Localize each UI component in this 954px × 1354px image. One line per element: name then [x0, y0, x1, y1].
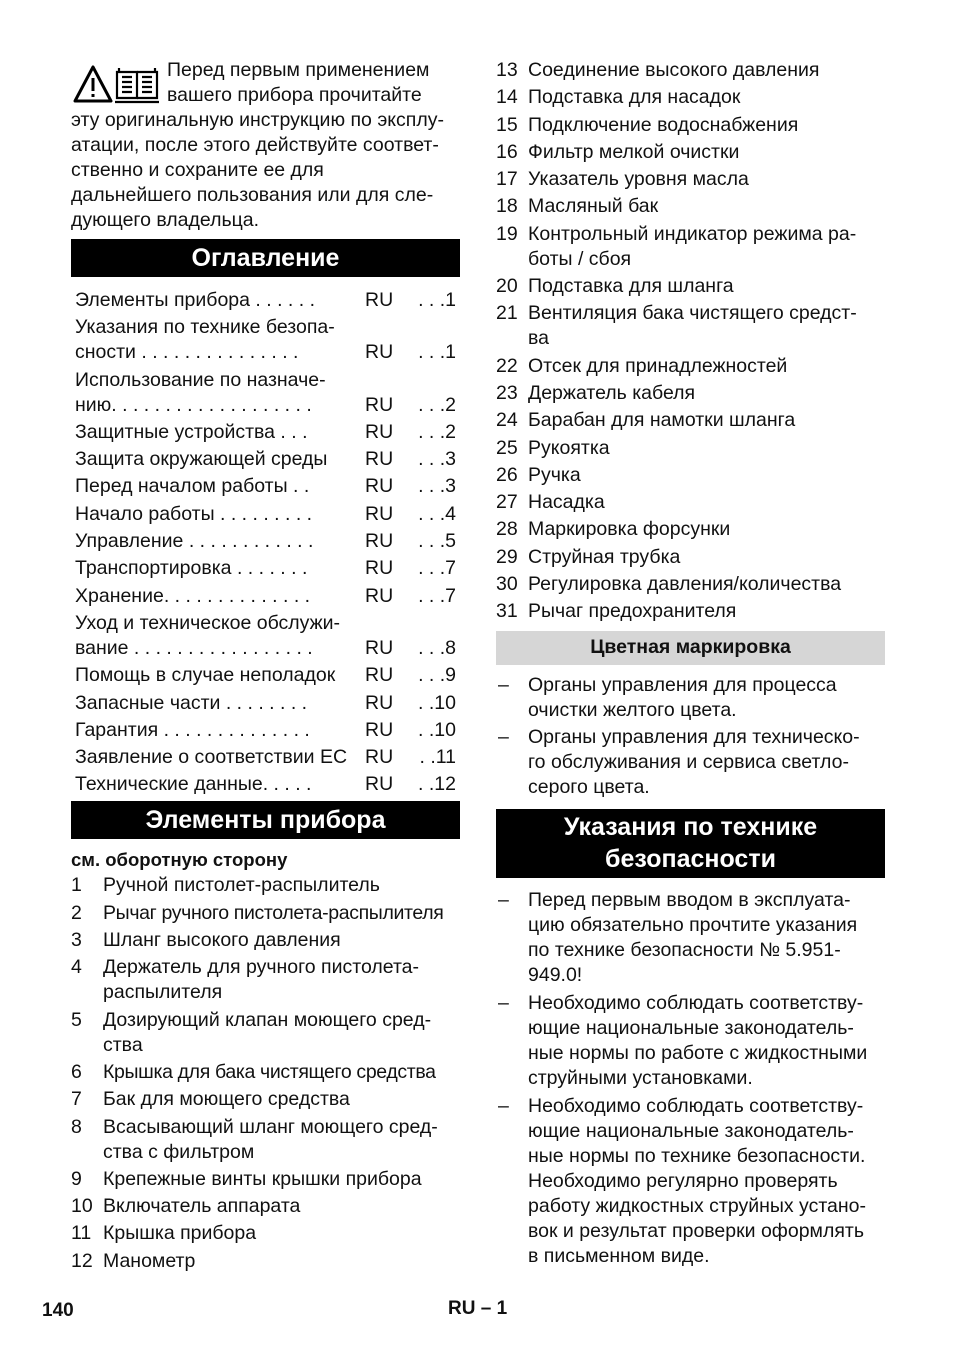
footer-language-page — [448, 1296, 507, 1321]
toc-entry[interactable] — [75, 772, 460, 797]
toc-entry-page: . .10 — [418, 718, 456, 741]
toc-entry-page: . . .4 — [418, 502, 456, 525]
toc-entry-lang: RU — [365, 773, 394, 796]
item-text: по технике безопасности № 5.951- — [528, 939, 841, 962]
toc-entry-title: Управление . . . . . . . . . . . . — [75, 530, 314, 553]
page-number: 140 — [42, 1300, 74, 1321]
dash-bullet: – — [498, 674, 509, 697]
list-item — [496, 222, 885, 272]
item-text: Дозирующий клапан моющего сред- — [103, 1008, 432, 1031]
list-item — [496, 167, 885, 192]
item-text: Контрольный индикатор режима ра- — [528, 222, 857, 245]
item-number: 8 — [71, 1115, 82, 1138]
toc-entry-lang: RU — [365, 393, 394, 416]
toc-entry[interactable] — [75, 474, 460, 499]
toc-entry-title: Использование по назначе- — [75, 368, 326, 391]
left-column — [71, 58, 460, 1276]
item-text: боты / сбоя — [528, 247, 632, 270]
toc-entry-lang: RU — [365, 341, 394, 364]
item-text: работу жидкостных струйных устано- — [528, 1195, 866, 1218]
item-number: 19 — [496, 222, 518, 245]
toc-entry[interactable] — [75, 584, 460, 609]
item-number: 26 — [496, 463, 518, 486]
item-number: 27 — [496, 491, 518, 514]
footer-section-page: 1 — [496, 1298, 508, 1319]
toc-entry[interactable] — [75, 556, 460, 581]
list-item — [496, 194, 885, 219]
item-text: вок и результат проверки оформлять — [528, 1220, 864, 1243]
list-item — [496, 517, 885, 542]
elements-subtitle: см. оборотную сторону — [71, 849, 288, 871]
toc-entry-page: . . .2 — [418, 420, 456, 443]
item-text: Держатель кабеля — [528, 381, 696, 404]
dash-bullet: – — [498, 726, 509, 749]
intro-notice — [71, 58, 460, 233]
list-item — [71, 1008, 460, 1058]
toc-entry[interactable] — [75, 315, 460, 365]
item-number: 25 — [496, 436, 518, 459]
toc-entry-lang: RU — [365, 420, 394, 443]
toc-entry-page: . . .1 — [418, 341, 456, 364]
list-item — [71, 955, 460, 1005]
list-item — [496, 673, 885, 723]
list-item — [496, 408, 885, 433]
item-text: Включатель аппарата — [103, 1195, 301, 1218]
warning-manual-icons — [73, 64, 161, 104]
item-number: 14 — [496, 86, 518, 109]
list-item — [496, 436, 885, 461]
item-text: Регулировка давления/количества — [528, 573, 842, 596]
toc-entry-page: . . .3 — [418, 475, 456, 498]
elements-list-right — [496, 58, 885, 624]
item-number: 11 — [71, 1222, 92, 1245]
list-item — [496, 113, 885, 138]
list-item — [496, 463, 885, 488]
item-text: ва — [528, 327, 549, 350]
toc-entry-lang: RU — [365, 530, 394, 553]
toc-entry-page: . . .5 — [418, 530, 456, 553]
item-number: 4 — [71, 956, 82, 979]
toc-entry[interactable] — [75, 611, 460, 661]
item-text: Барабан для намотки шланга — [528, 409, 796, 432]
toc-entry-title: Элементы прибора . . . . . . — [75, 289, 315, 311]
item-text: Ручка — [528, 463, 581, 486]
safety-heading — [496, 809, 885, 878]
list-item — [71, 1167, 460, 1192]
item-text: серого цвета. — [528, 776, 650, 799]
list-item — [71, 928, 460, 953]
list-item — [496, 1094, 885, 1269]
item-text: Всасывающий шланг моющего сред- — [103, 1115, 438, 1138]
item-number: 28 — [496, 518, 518, 541]
toc-entry[interactable] — [75, 502, 460, 527]
dash-bullet: – — [498, 1095, 509, 1118]
item-text: ющие национальные законодатель- — [528, 1017, 854, 1040]
list-item — [496, 274, 885, 299]
manual-book-icon — [115, 68, 159, 102]
intro-line: вашего прибора прочитайте — [167, 84, 422, 106]
item-text: Держатель для ручного пистолета- — [103, 956, 420, 979]
table-of-contents — [71, 288, 460, 797]
toc-entry-title: Защита окружающей среды — [75, 448, 328, 471]
list-item — [71, 1060, 460, 1085]
toc-entry[interactable] — [75, 368, 460, 418]
toc-entry-title: Заявление о соответствии ЕС — [75, 746, 348, 769]
list-item — [71, 1087, 460, 1112]
toc-entry-title: Помощь в случае неполадок — [75, 664, 336, 687]
item-number: 10 — [71, 1195, 93, 1218]
toc-entry[interactable] — [75, 447, 460, 472]
item-text: струйными установками. — [528, 1067, 753, 1090]
toc-entry-title: Технические данные. . . . . — [75, 773, 312, 796]
dash-bullet: – — [498, 992, 509, 1015]
item-number: 21 — [496, 302, 518, 325]
list-item — [496, 599, 885, 624]
toc-entry-title: Уход и техническое обслужи- — [75, 611, 341, 634]
item-number: 16 — [496, 140, 518, 163]
list-item — [496, 85, 885, 110]
toc-entry-page: . .11 — [419, 746, 456, 769]
safety-heading-line: Указания по технике — [563, 813, 818, 842]
item-text: Соединение высокого давления — [528, 59, 820, 81]
toc-entry-title: вание . . . . . . . . . . . . . . . . . — [75, 636, 313, 659]
list-item — [496, 490, 885, 515]
toc-entry-title: Транспортировка . . . . . . . — [75, 557, 308, 580]
intro-line: ственно и сохраните ее для — [71, 159, 324, 181]
item-text: ства — [103, 1033, 143, 1056]
item-number: 13 — [496, 59, 518, 81]
color-marking-heading: Цветная маркировка — [496, 631, 885, 665]
list-item — [496, 725, 885, 800]
toc-entry-title: Хранение. . . . . . . . . . . . . . — [75, 584, 311, 607]
toc-entry[interactable] — [75, 718, 460, 743]
toc-entry-lang: RU — [365, 584, 394, 607]
item-text: Перед первым вводом в эксплуата- — [528, 889, 851, 912]
toc-entry[interactable] — [75, 663, 460, 688]
toc-entry-title: Защитные устройства . . . — [75, 420, 308, 443]
toc-entry-title: сности . . . . . . . . . . . . . . . — [75, 341, 299, 364]
item-text: Вентиляция бака чистящего средст- — [528, 302, 857, 325]
toc-entry-title: Гарантия . . . . . . . . . . . . . . — [75, 718, 310, 741]
toc-entry-page: . . .2 — [418, 393, 456, 416]
toc-entry-title: Перед началом работы . . — [75, 475, 310, 498]
item-text: Манометр — [103, 1249, 196, 1272]
item-number: 31 — [496, 600, 518, 623]
item-number: 17 — [496, 168, 518, 191]
list-item — [71, 873, 460, 898]
list-item — [496, 545, 885, 570]
toc-entry-lang: RU — [365, 718, 394, 741]
footer-language: RU — [448, 1298, 476, 1319]
item-number: 6 — [71, 1060, 82, 1083]
list-item — [496, 354, 885, 379]
item-text: ные нормы по технике безопасности. — [528, 1145, 866, 1168]
toc-entry[interactable] — [75, 529, 460, 554]
item-number: 22 — [496, 354, 518, 377]
item-number: 7 — [71, 1088, 82, 1111]
toc-entry-lang: RU — [365, 664, 394, 687]
list-item — [71, 1249, 460, 1274]
item-text: Органы управления для техническо- — [528, 726, 860, 749]
item-number: 3 — [71, 929, 82, 952]
item-text: ные нормы по работе с жидкостными — [528, 1042, 868, 1065]
toc-entry-page: . . .7 — [418, 557, 456, 580]
toc-entry-lang: RU — [365, 636, 394, 659]
intro-line: дальнейшего пользования или для сле- — [71, 184, 434, 206]
item-text: Маркировка форсунки — [528, 518, 731, 541]
item-text: распылителя — [103, 981, 223, 1004]
item-text: цию обязательно прочтите указания — [528, 914, 858, 937]
list-item — [496, 991, 885, 1091]
item-text: Необходимо соблюдать соответству- — [528, 1095, 864, 1118]
item-text: Рычаг ручного пистолета-распылителя — [103, 901, 444, 924]
toc-entry-title: Начало работы . . . . . . . . . — [75, 502, 313, 525]
item-text: Крышка для бака чистящего средства — [103, 1060, 436, 1083]
item-text: очистки желтого цвета. — [528, 699, 737, 722]
toc-entry-lang: RU — [365, 557, 394, 580]
item-text: Необходимо регулярно проверять — [528, 1170, 838, 1193]
toc-entry-page: . . .8 — [418, 636, 456, 659]
item-text: Крышка прибора — [103, 1222, 257, 1245]
item-text: Рукоятка — [528, 436, 610, 459]
toc-entry[interactable] — [75, 745, 460, 770]
toc-heading: Оглавление — [71, 239, 460, 277]
item-number: 29 — [496, 545, 518, 568]
elements-list-left — [71, 873, 460, 1273]
item-text: Подставка для шланга — [528, 275, 734, 298]
item-number: 12 — [71, 1249, 93, 1272]
item-text: Шланг высокого давления — [103, 929, 341, 952]
item-text: Необходимо соблюдать соответству- — [528, 992, 864, 1015]
item-text: в письменном виде. — [528, 1245, 710, 1268]
item-number: 15 — [496, 113, 518, 136]
item-number: 23 — [496, 381, 518, 404]
item-number: 1 — [71, 874, 82, 897]
intro-line: дующего владельца. — [71, 209, 260, 231]
right-column — [496, 58, 885, 1269]
item-text: Подключение водоснабжения — [528, 113, 799, 136]
toc-entry-title: Запасные части . . . . . . . . — [75, 691, 308, 714]
dash-bullet: – — [498, 889, 509, 912]
intro-line: Перед первым применением — [167, 59, 430, 81]
item-text: Ручной пистолет-распылитель — [103, 874, 380, 897]
safety-heading-line: безопасности — [605, 845, 776, 874]
item-text: Указатель уровня масла — [528, 168, 749, 191]
toc-entry-title: Указания по технике безопа- — [75, 316, 335, 339]
item-number: 2 — [71, 901, 82, 924]
intro-line: эту оригинальную инструкцию по эксплу- — [71, 109, 444, 131]
item-text: го обслуживания и сервиса светло- — [528, 751, 849, 774]
toc-entry-page: . . .9 — [418, 664, 456, 687]
item-number: 30 — [496, 573, 518, 596]
toc-entry[interactable] — [75, 420, 460, 445]
toc-entry-lang: RU — [365, 691, 394, 714]
list-item — [496, 572, 885, 597]
footer-dash: – — [480, 1298, 492, 1319]
list-item — [496, 140, 885, 165]
list-item — [496, 381, 885, 406]
item-text: Насадка — [528, 491, 605, 514]
toc-entry-page: . .12 — [418, 773, 456, 796]
toc-entry-lang: RU — [365, 448, 394, 471]
item-text: 949.0! — [528, 964, 583, 987]
item-text: Масляный бак — [528, 195, 659, 218]
elements-heading: Элементы прибора — [71, 801, 460, 839]
toc-entry-page: . .10 — [418, 691, 456, 714]
toc-entry-lang: RU — [365, 502, 394, 525]
color-marking-list — [496, 673, 885, 800]
intro-line: атации, после этого действуйте соответ- — [71, 134, 439, 156]
item-text: Фильтр мелкой очистки — [528, 140, 740, 163]
item-text: Отсек для принадлежностей — [528, 354, 788, 377]
list-item — [496, 888, 885, 988]
item-number: 20 — [496, 275, 518, 298]
item-number: 18 — [496, 195, 518, 218]
item-text: Бак для моющего средства — [103, 1088, 350, 1111]
list-item — [496, 301, 885, 351]
toc-entry[interactable] — [75, 288, 460, 313]
item-text: Подставка для насадок — [528, 86, 741, 109]
item-text: ющие национальные законодатель- — [528, 1120, 854, 1143]
toc-entry-title: нию. . . . . . . . . . . . . . . . . . . — [75, 393, 312, 416]
item-number: 24 — [496, 409, 518, 432]
list-item — [71, 901, 460, 926]
warning-triangle-icon — [75, 67, 111, 101]
list-item — [496, 58, 885, 83]
safety-list — [496, 888, 885, 1269]
item-text: Крепежные винты крышки прибора — [103, 1167, 422, 1190]
list-item — [71, 1221, 460, 1246]
list-item — [71, 1194, 460, 1219]
toc-entry-lang: RU — [365, 475, 394, 498]
item-text: Рычаг предохранителя — [528, 600, 737, 623]
toc-entry-page: . . .3 — [418, 448, 456, 471]
item-number: 9 — [71, 1167, 82, 1190]
item-text: ства с фильтром — [103, 1140, 255, 1163]
item-text: Органы управления для процесса — [528, 674, 837, 697]
toc-entry-lang: RU — [365, 289, 394, 311]
item-text: Струйная трубка — [528, 545, 681, 568]
list-item — [71, 1115, 460, 1165]
toc-entry-page: . . .7 — [418, 584, 456, 607]
toc-entry[interactable] — [75, 691, 460, 716]
toc-entry-lang: RU — [365, 746, 394, 769]
item-number: 5 — [71, 1008, 82, 1031]
toc-entry-page: . . .1 — [418, 289, 456, 311]
